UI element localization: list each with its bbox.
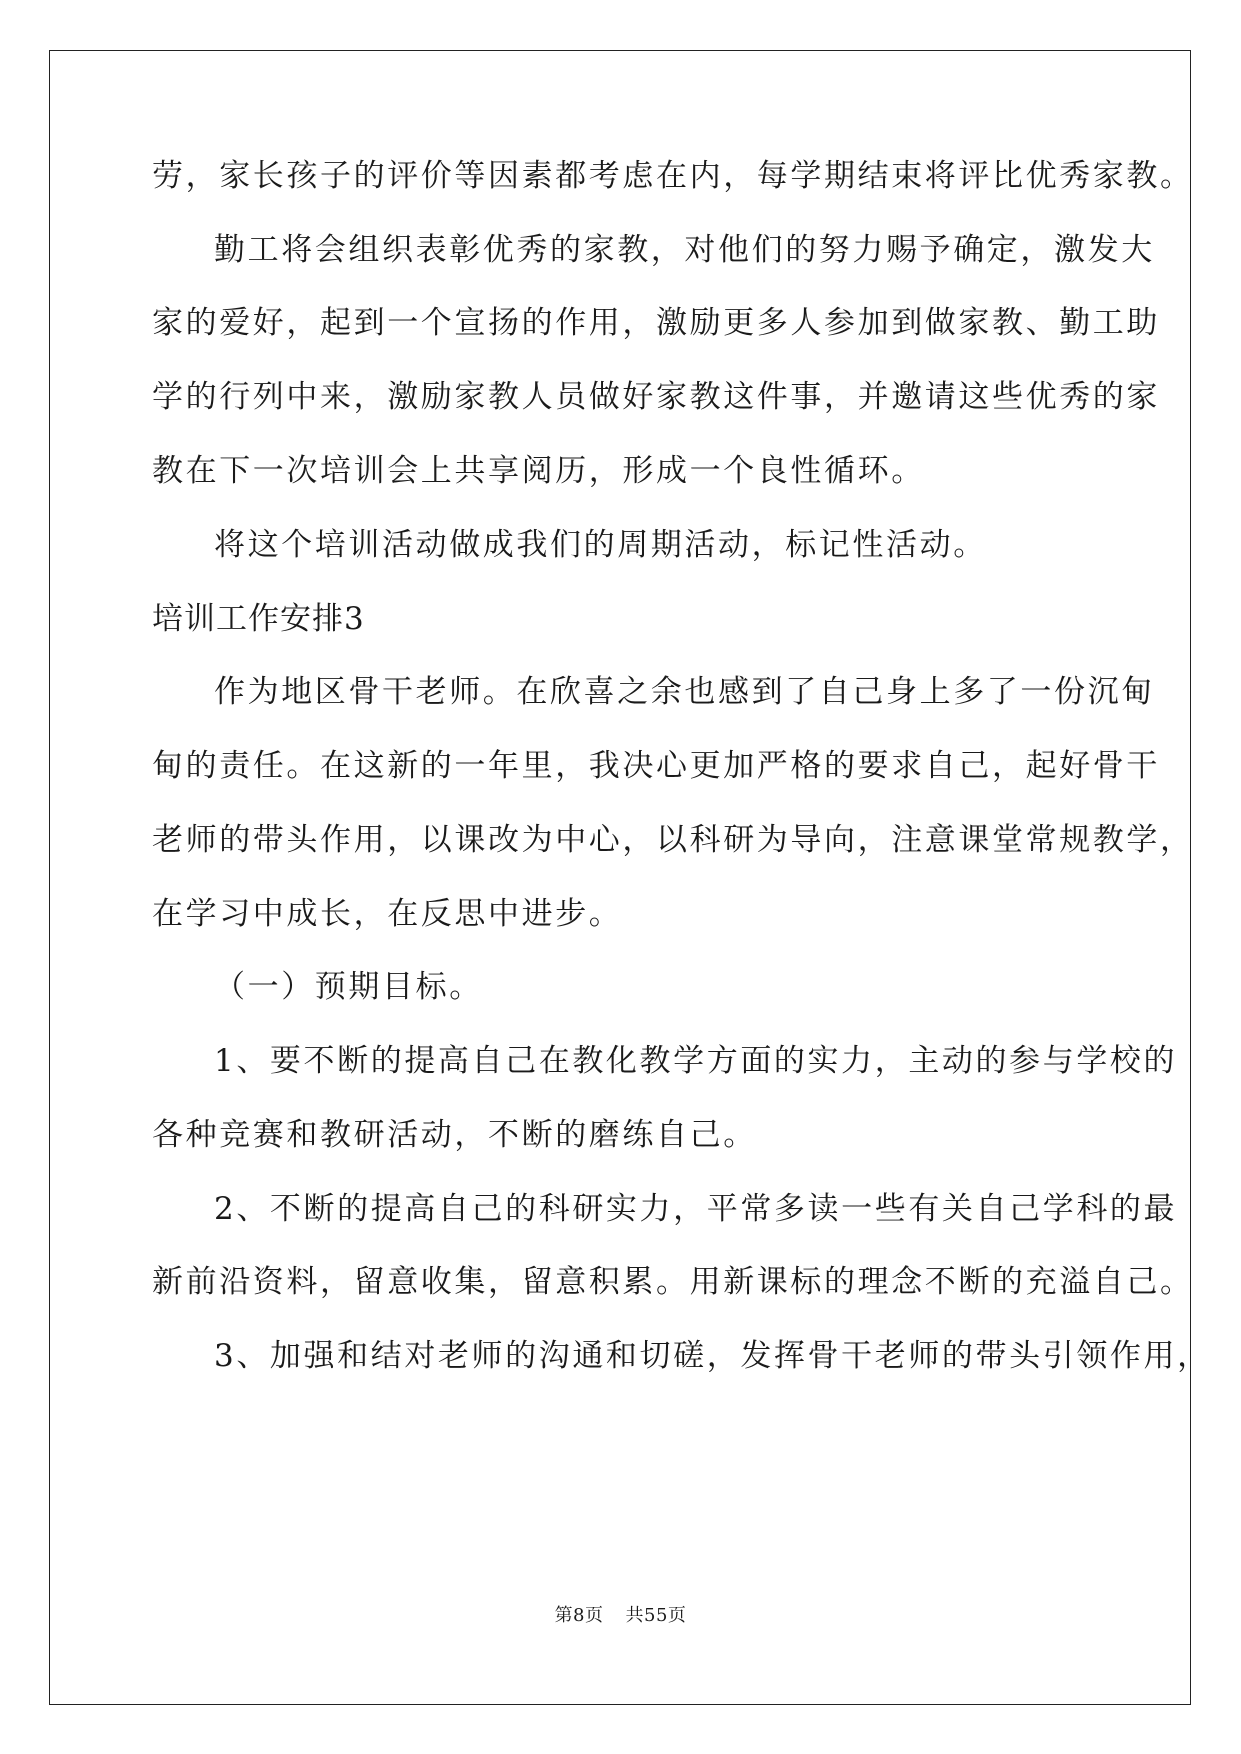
list-item-1: 1、要不断的提高自己在教化教学方面的实力，主动的参与学校的 — [214, 1043, 1178, 1079]
text-line: 作为地区骨干老师。在欣喜之余也感到了自己身上多了一份沉甸 — [214, 674, 1155, 710]
text-line: 教在下一次培训会上共享阅历，形成一个良性循环。 — [152, 453, 925, 489]
section-heading: 培训工作安排3 — [152, 601, 365, 637]
text-line: 新前沿资料，留意收集，留意积累。用新课标的理念不断的充溢自己。 — [152, 1264, 1194, 1300]
text-line: 学的行列中来，激励家教人员做好家教这件事，并邀请这些优秀的家 — [152, 379, 1160, 415]
list-item-3: 3、加强和结对老师的沟通和切磋，发挥骨干老师的带头引领作用， — [214, 1338, 1211, 1374]
subheading: （一）预期目标。 — [214, 969, 483, 1005]
list-item-2: 2、不断的提高自己的科研实力，平常多读一些有关自己学科的最 — [214, 1191, 1178, 1227]
page-footer — [0, 1604, 1241, 1628]
text-line: 各种竞赛和教研活动，不断的磨练自己。 — [152, 1117, 757, 1153]
text-line: 在学习中成长，在反思中进步。 — [152, 896, 623, 932]
text-line: 勤工将会组织表彰优秀的家教，对他们的努力赐予确定，激发大 — [214, 232, 1155, 268]
text-line: 甸的责任。在这新的一年里，我决心更加严格的要求自己，起好骨干 — [152, 748, 1160, 784]
text-line: 将这个培训活动做成我们的周期活动，标记性活动。 — [214, 527, 987, 563]
text-line: 劳，家长孩子的评价等因素都考虑在内，每学期结束将评比优秀家教。 — [152, 158, 1194, 194]
page-total: 共55页 — [625, 1605, 687, 1626]
page-border — [49, 50, 1191, 1705]
page-number: 第8页 — [554, 1605, 604, 1626]
text-line: 家的爱好，起到一个宣扬的作用，激励更多人参加到做家教、勤工助 — [152, 305, 1160, 341]
text-line: 老师的带头作用，以课改为中心，以科研为导向，注意课堂常规教学， — [152, 822, 1194, 858]
